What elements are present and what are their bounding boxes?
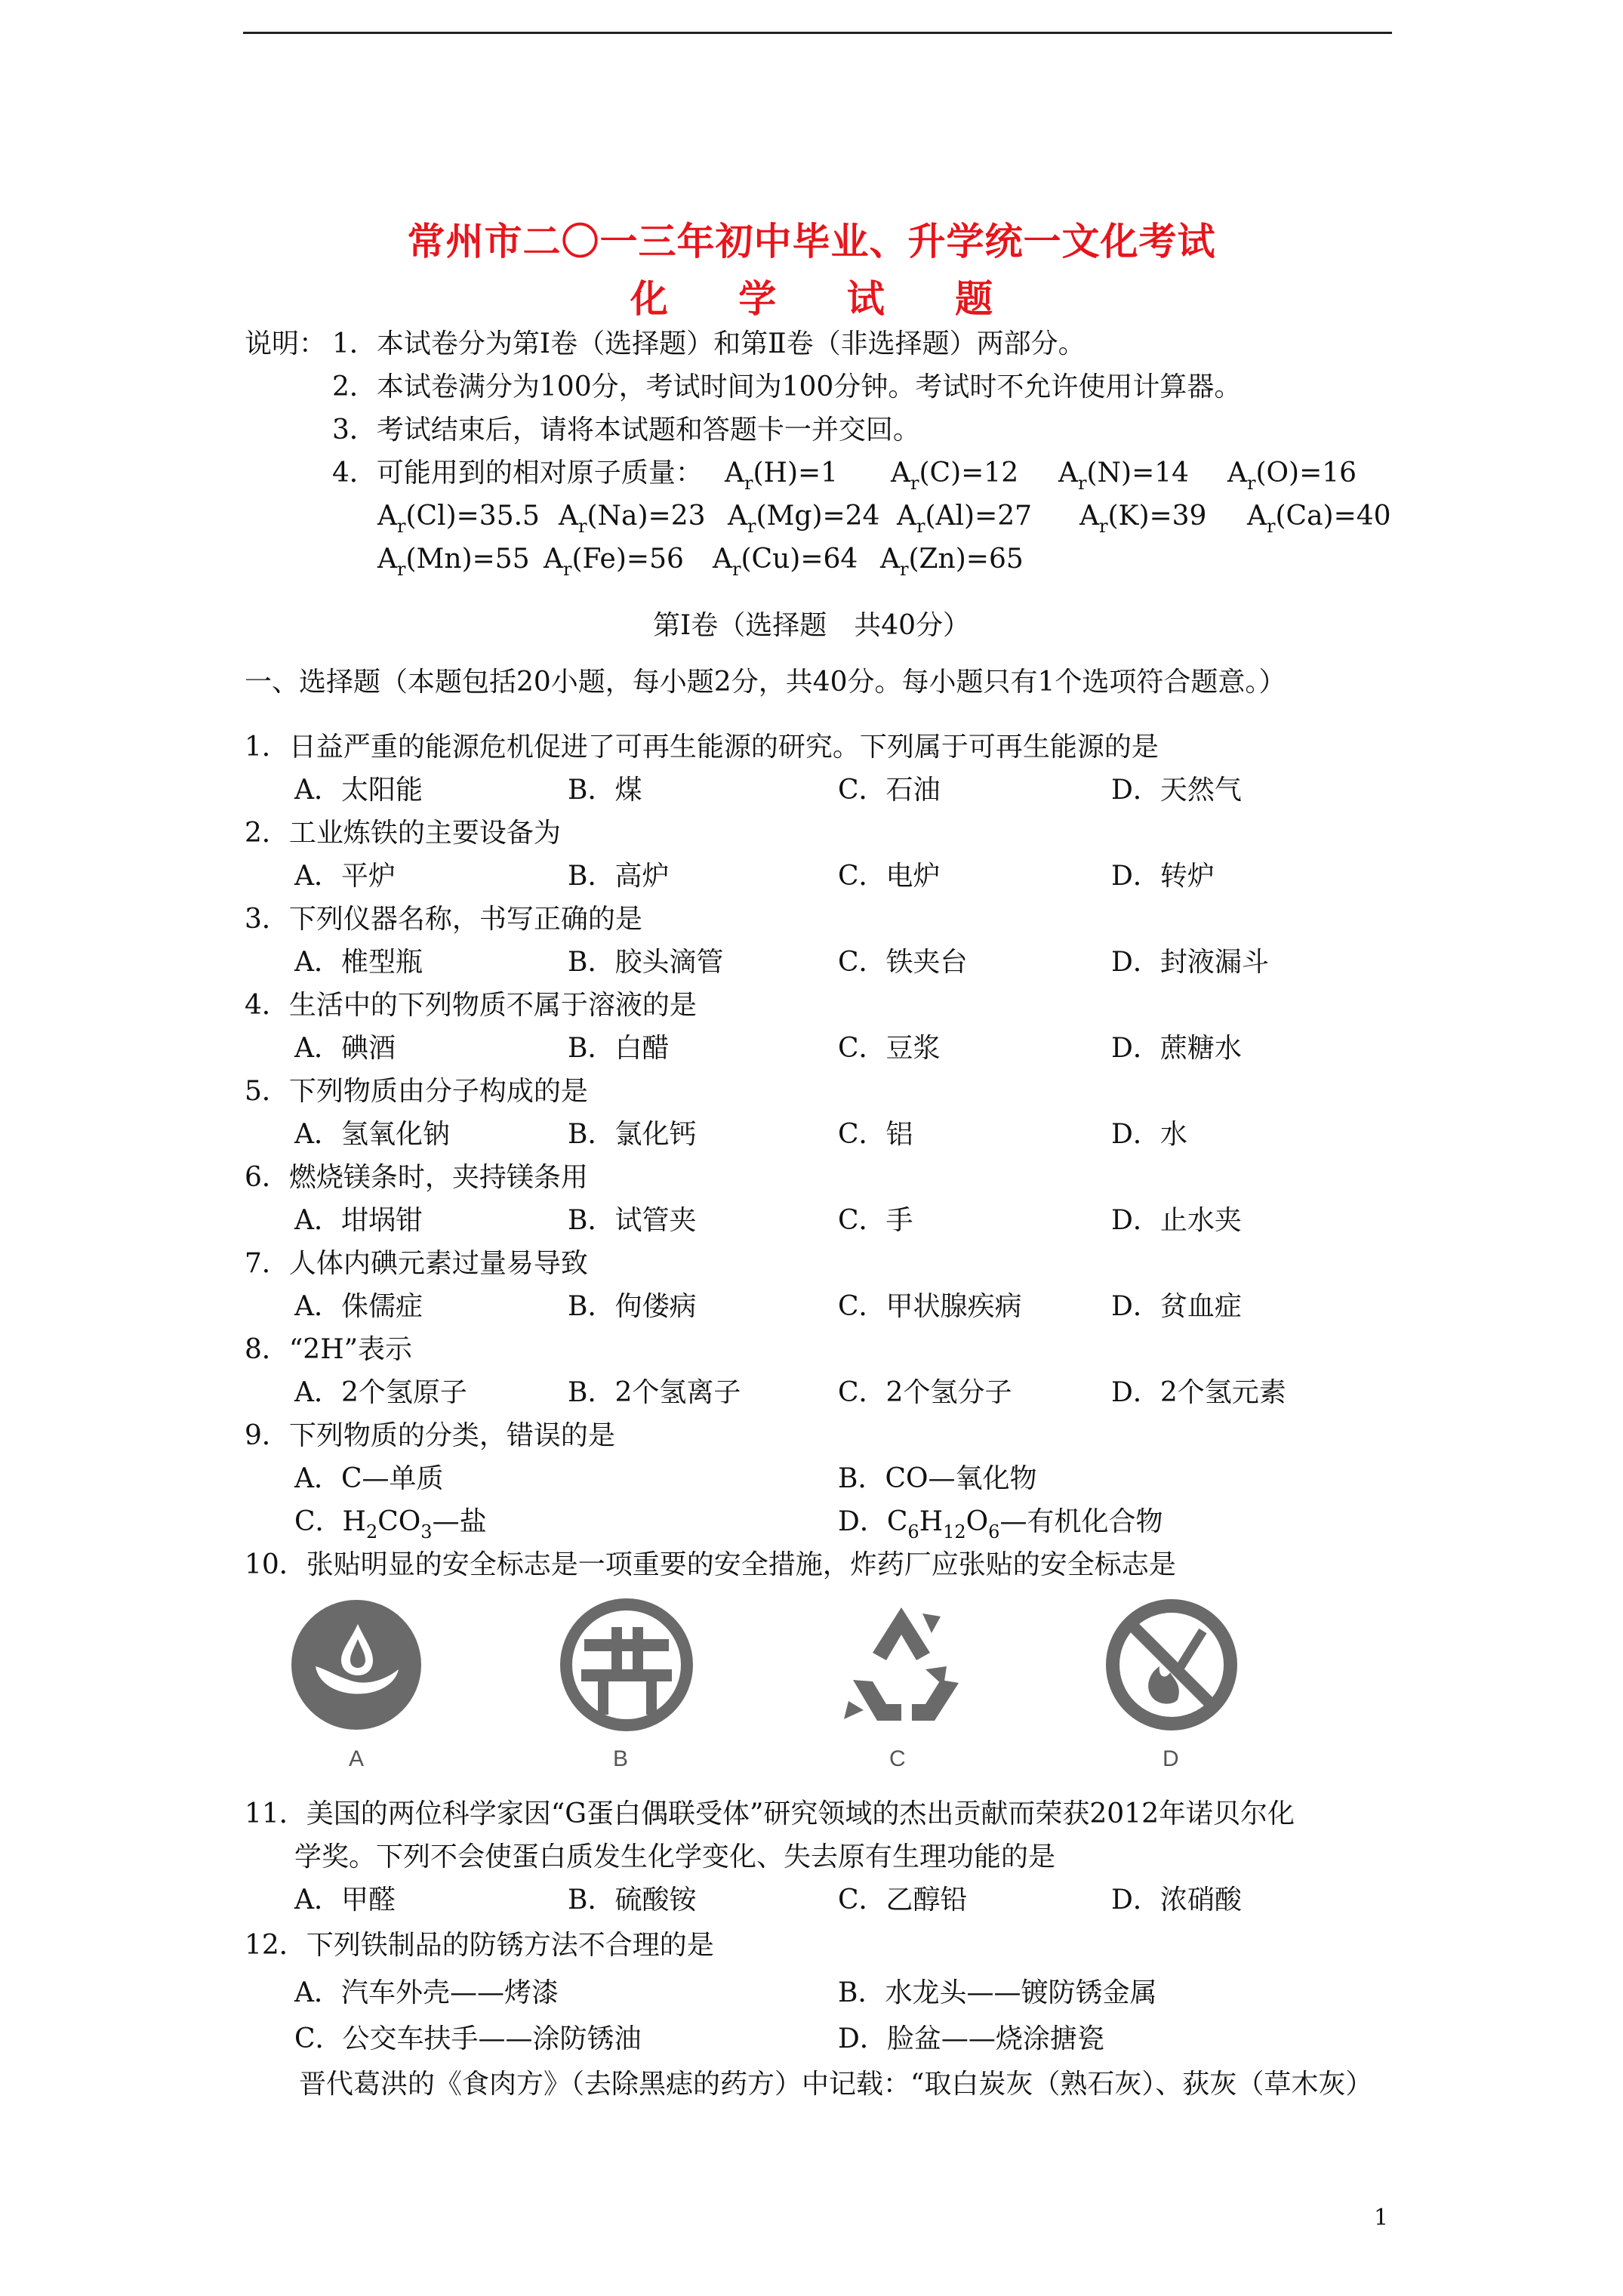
q9-option-a: A．C—单质: [294, 1463, 444, 1494]
q9-option-d: D．$C_6H_{12}O_6—$有机化合物: [838, 1506, 1163, 1542]
q12-option-c: C．公交车扶手——涂防锈油: [294, 2023, 642, 2054]
sign-label-a: A: [349, 1746, 365, 1771]
question-1-stem: 1．日益严重的能源危机促进了可再生能源的研究。下列属于可再生能源的是: [245, 732, 1159, 763]
q3-option-c: C．铁夹台: [838, 947, 968, 978]
note-4: 4．可能用到的相对原子质量：: [332, 458, 703, 488]
recycle-icon: [833, 1597, 969, 1733]
no-fire-icon: [1104, 1597, 1240, 1733]
q1-option-b: B．煤: [568, 775, 642, 806]
passage-text: 晋代葛洪的《食肉方》（去除黑痣的药方）中记载：“取白炭灰（熟石灰）、荻灰（草木灰）: [299, 2069, 1373, 2100]
q12-option-b: B．水龙头——镀防锈金属: [838, 1977, 1157, 2008]
question-12-stem: 12．下列铁制品的防锈方法不合理的是: [245, 1930, 714, 1961]
mass-N: $A_r(N)=14$: [1058, 458, 1190, 494]
mass-O: $A_r(O)=16$: [1227, 458, 1357, 494]
question-3-stem: 3．下列仪器名称，书写正确的是: [245, 904, 642, 935]
q4-option-c: C．豆浆: [838, 1033, 941, 1064]
note-3: 3．考试结束后，请将本试题和答题卡一并交回。: [332, 415, 920, 445]
q6-option-c: C．手: [838, 1205, 913, 1236]
exam-title: 常州市二〇一三年初中毕业、升学统一文化考试: [407, 219, 1216, 264]
question-8-stem: 8．“2H”表示: [245, 1334, 413, 1365]
mass-Na: $A_r(Na)=23$: [559, 501, 706, 537]
question-4-stem: 4．生活中的下列物质不属于溶液的是: [245, 990, 697, 1021]
q2-option-d: D．转炉: [1111, 861, 1215, 892]
q11-option-d: D．浓硝酸: [1111, 1885, 1242, 1915]
question-7-stem: 7．人体内碘元素过量易导致: [245, 1248, 588, 1279]
q8-option-a: A．2个氢原子: [294, 1377, 467, 1408]
q11-option-a: A．甲醛: [294, 1885, 396, 1915]
q6-option-b: B．试管夹: [568, 1205, 697, 1236]
sign-label-b: B: [613, 1746, 629, 1771]
q11-option-c: C．乙醇铅: [838, 1885, 968, 1915]
mass-Mn: $A_r(Mn)=55$: [377, 544, 530, 580]
q8-option-c: C．2个氢分子: [838, 1377, 1012, 1408]
mass-Mg: $A_r(Mg)=24$: [728, 501, 880, 537]
q12-option-a: A．汽车外壳——烤漆: [294, 1977, 559, 2008]
water-drop-hand-icon: [288, 1597, 424, 1733]
question-9-stem: 9．下列物质的分类，错误的是: [245, 1420, 615, 1451]
q1-option-c: C．石油: [838, 775, 941, 806]
question-11-stem-cont: 学奖。下列不会使蛋白质发生化学变化、失去原有生理功能的是: [294, 1841, 1056, 1872]
mass-Al: $A_r(Al)=27$: [897, 501, 1033, 537]
note-2: 2．本试卷满分为100分，考试时间为100分钟。考试时不允许使用计算器。: [332, 371, 1242, 402]
q9-option-c: C．$H_2CO_3—$盐: [294, 1506, 487, 1542]
notes-label: 说明：: [245, 328, 327, 359]
mass-K: $A_r(K)=39$: [1079, 501, 1207, 537]
q12-option-d: D．脸盆——烧涂搪瓷: [838, 2023, 1104, 2054]
question-5-stem: 5．下列物质由分子构成的是: [245, 1076, 588, 1107]
q1-option-d: D．天然气: [1111, 775, 1242, 806]
q9-option-b: B．CO—氧化物: [838, 1463, 1037, 1494]
exam-subtitle: 化 学 试 题: [630, 276, 1022, 321]
q2-option-c: C．电炉: [838, 861, 941, 892]
sign-label-d: D: [1163, 1746, 1179, 1771]
q7-option-c: C．甲状腺疾病: [838, 1291, 1022, 1322]
q8-option-b: B．2个氢离子: [568, 1377, 741, 1408]
mass-H: $A_r(H)=1$: [725, 458, 839, 494]
mass-Fe: $A_r(Fe)=56$: [544, 544, 684, 580]
question-6-stem: 6．燃烧镁条时，夹持镁条用: [245, 1162, 588, 1193]
instruction: 一、选择题（本题包括20小题，每小题2分，共40分。每小题只有1个选项符合题意。）: [245, 667, 1286, 698]
mass-Cl: $A_r(Cl)=35.5$: [377, 501, 540, 537]
q4-option-a: A．碘酒: [294, 1033, 396, 1064]
q1-option-a: A．太阳能: [294, 775, 423, 806]
q8-option-d: D．2个氢元素: [1111, 1377, 1286, 1408]
q5-option-c: C．铝: [838, 1119, 913, 1150]
question-10-stem: 10．张贴明显的安全标志是一项重要的安全措施，炸药厂应张贴的安全标志是: [245, 1549, 1176, 1580]
q2-option-a: A．平炉: [294, 861, 396, 892]
q3-option-d: D．封液漏斗: [1111, 947, 1269, 978]
question-2-stem: 2．工业炼铁的主要设备为: [245, 818, 561, 849]
grid-circle-icon: [559, 1597, 694, 1733]
q7-option-d: D．贫血症: [1111, 1291, 1242, 1322]
mass-C: $A_r(C)=12$: [891, 458, 1019, 494]
q6-option-a: A．坩埚钳: [294, 1205, 423, 1236]
mass-Ca: $A_r(Ca)=40$: [1247, 501, 1391, 537]
note-1: 1．本试卷分为第Ⅰ卷（选择题）和第Ⅱ卷（非选择题）两部分。: [332, 328, 1086, 359]
mass-Zn: $A_r(Zn)=65$: [880, 544, 1024, 580]
q4-option-d: D．蔗糖水: [1111, 1033, 1242, 1064]
q7-option-b: B．佝偻病: [568, 1291, 697, 1322]
q3-option-a: A．椎型瓶: [294, 947, 423, 978]
q6-option-d: D．止水夹: [1111, 1205, 1242, 1236]
mass-Cu: $A_r(Cu)=64$: [713, 544, 858, 580]
q2-option-b: B．高炉: [568, 861, 670, 892]
top-rule: [243, 32, 1392, 34]
q11-option-b: B．硫酸铵: [568, 1885, 697, 1915]
q5-option-a: A．氢氧化钠: [294, 1119, 450, 1150]
q4-option-b: B．白醋: [568, 1033, 670, 1064]
page-number: 1: [1374, 2205, 1389, 2231]
q7-option-a: A．侏儒症: [294, 1291, 423, 1322]
q5-option-b: B．氯化钙: [568, 1119, 697, 1150]
sign-label-c: C: [889, 1746, 906, 1771]
question-11-stem: 11．美国的两位科学家因“G蛋白偶联受体”研究领域的杰出贡献而荣获2012年诺贝尔化: [245, 1798, 1295, 1829]
q5-option-d: D．水: [1111, 1119, 1187, 1150]
q3-option-b: B．胶头滴管: [568, 947, 724, 978]
section-heading: 第Ⅰ卷（选择题 共40分）: [652, 610, 971, 641]
